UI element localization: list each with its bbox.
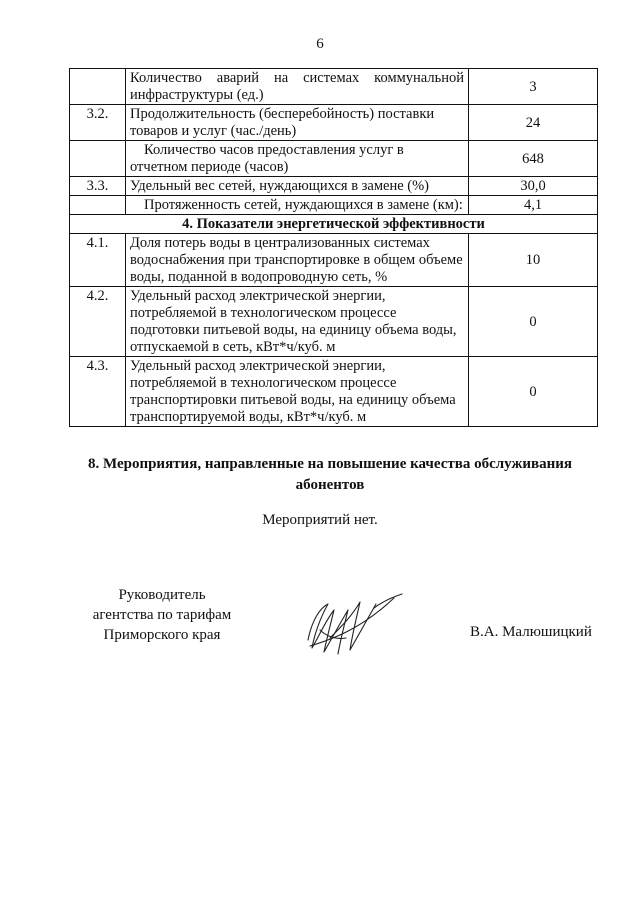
table-row — [70, 234, 598, 287]
indicator-value: 10 — [469, 234, 598, 287]
table-row — [70, 69, 598, 105]
indicator-description: Удельный расход электрической энергии, потребляемой в технологическом процессе подготовки питьевой воды, на единицу объема воды, отпускаемой в сеть, кВт*ч/куб. м — [126, 287, 469, 357]
indicator-value: 3 — [469, 69, 598, 105]
indicator-description: Доля потерь воды в централизованных системах водоснабжения при транспортировке в общем объеме воды, поданной в водопроводную сеть, % — [126, 234, 469, 287]
row-number: 3.3. — [70, 177, 126, 196]
indicator-description: Удельный вес сетей, нуждающихся в замене (%) — [126, 177, 469, 196]
signer-position-line-2: агентства по тарифам — [92, 607, 232, 623]
indicator-description: Количество аварий на системах коммунальной инфраструктуры (ед.) — [126, 69, 469, 105]
table-row — [70, 105, 598, 141]
signer-position-line-1: Руководитель — [118, 587, 206, 603]
indicator-value: 30,0 — [469, 177, 598, 196]
row-number: 4.2. — [70, 287, 126, 357]
indicator-description: Продолжительность (бесперебойность) поставки товаров и услуг (час./день) — [126, 105, 469, 141]
indicators-table-body — [70, 69, 598, 427]
indicator-value: 648 — [469, 141, 598, 177]
table-row — [70, 357, 598, 427]
indicator-value: 24 — [469, 105, 598, 141]
signer-name: В.А. Малюшицкий — [470, 624, 592, 640]
indicator-value: 0 — [469, 357, 598, 427]
signer-position — [62, 585, 262, 645]
table-row — [70, 287, 598, 357]
table-row — [70, 141, 598, 177]
row-number — [70, 141, 126, 177]
indicators-table — [69, 68, 598, 427]
no-measures-text: Мероприятий нет. — [262, 512, 378, 528]
indicator-value: 4,1 — [469, 196, 598, 215]
indicator-description: Удельный расход электрической энергии, потребляемой в технологическом процессе транспортировки питьевой воды, на единицу объема транспортируемой воды, кВт*ч/куб. м — [126, 357, 469, 427]
table-section-header-row — [70, 215, 598, 234]
indicator-description: Количество часов предоставления услуг в отчетном периоде (часов) — [126, 141, 469, 177]
indicator-value: 0 — [469, 287, 598, 357]
row-number: 3.2. — [70, 105, 126, 141]
row-number — [70, 196, 126, 215]
page-number: 6 — [316, 36, 324, 52]
row-number: 4.3. — [70, 357, 126, 427]
handwritten-signature — [290, 580, 420, 670]
section-8-title: 8. Мероприятия, направленные на повышение качества обслуживания абонентов — [87, 456, 572, 493]
signer-position-line-3: Приморского края — [103, 627, 221, 643]
table-row — [70, 196, 598, 215]
table-row — [70, 177, 598, 196]
row-number — [70, 69, 126, 105]
indicator-description: Протяженность сетей, нуждающихся в замене (км): — [126, 196, 469, 215]
row-number: 4.1. — [70, 234, 126, 287]
section-header: 4. Показатели энергетической эффективности — [70, 215, 598, 234]
